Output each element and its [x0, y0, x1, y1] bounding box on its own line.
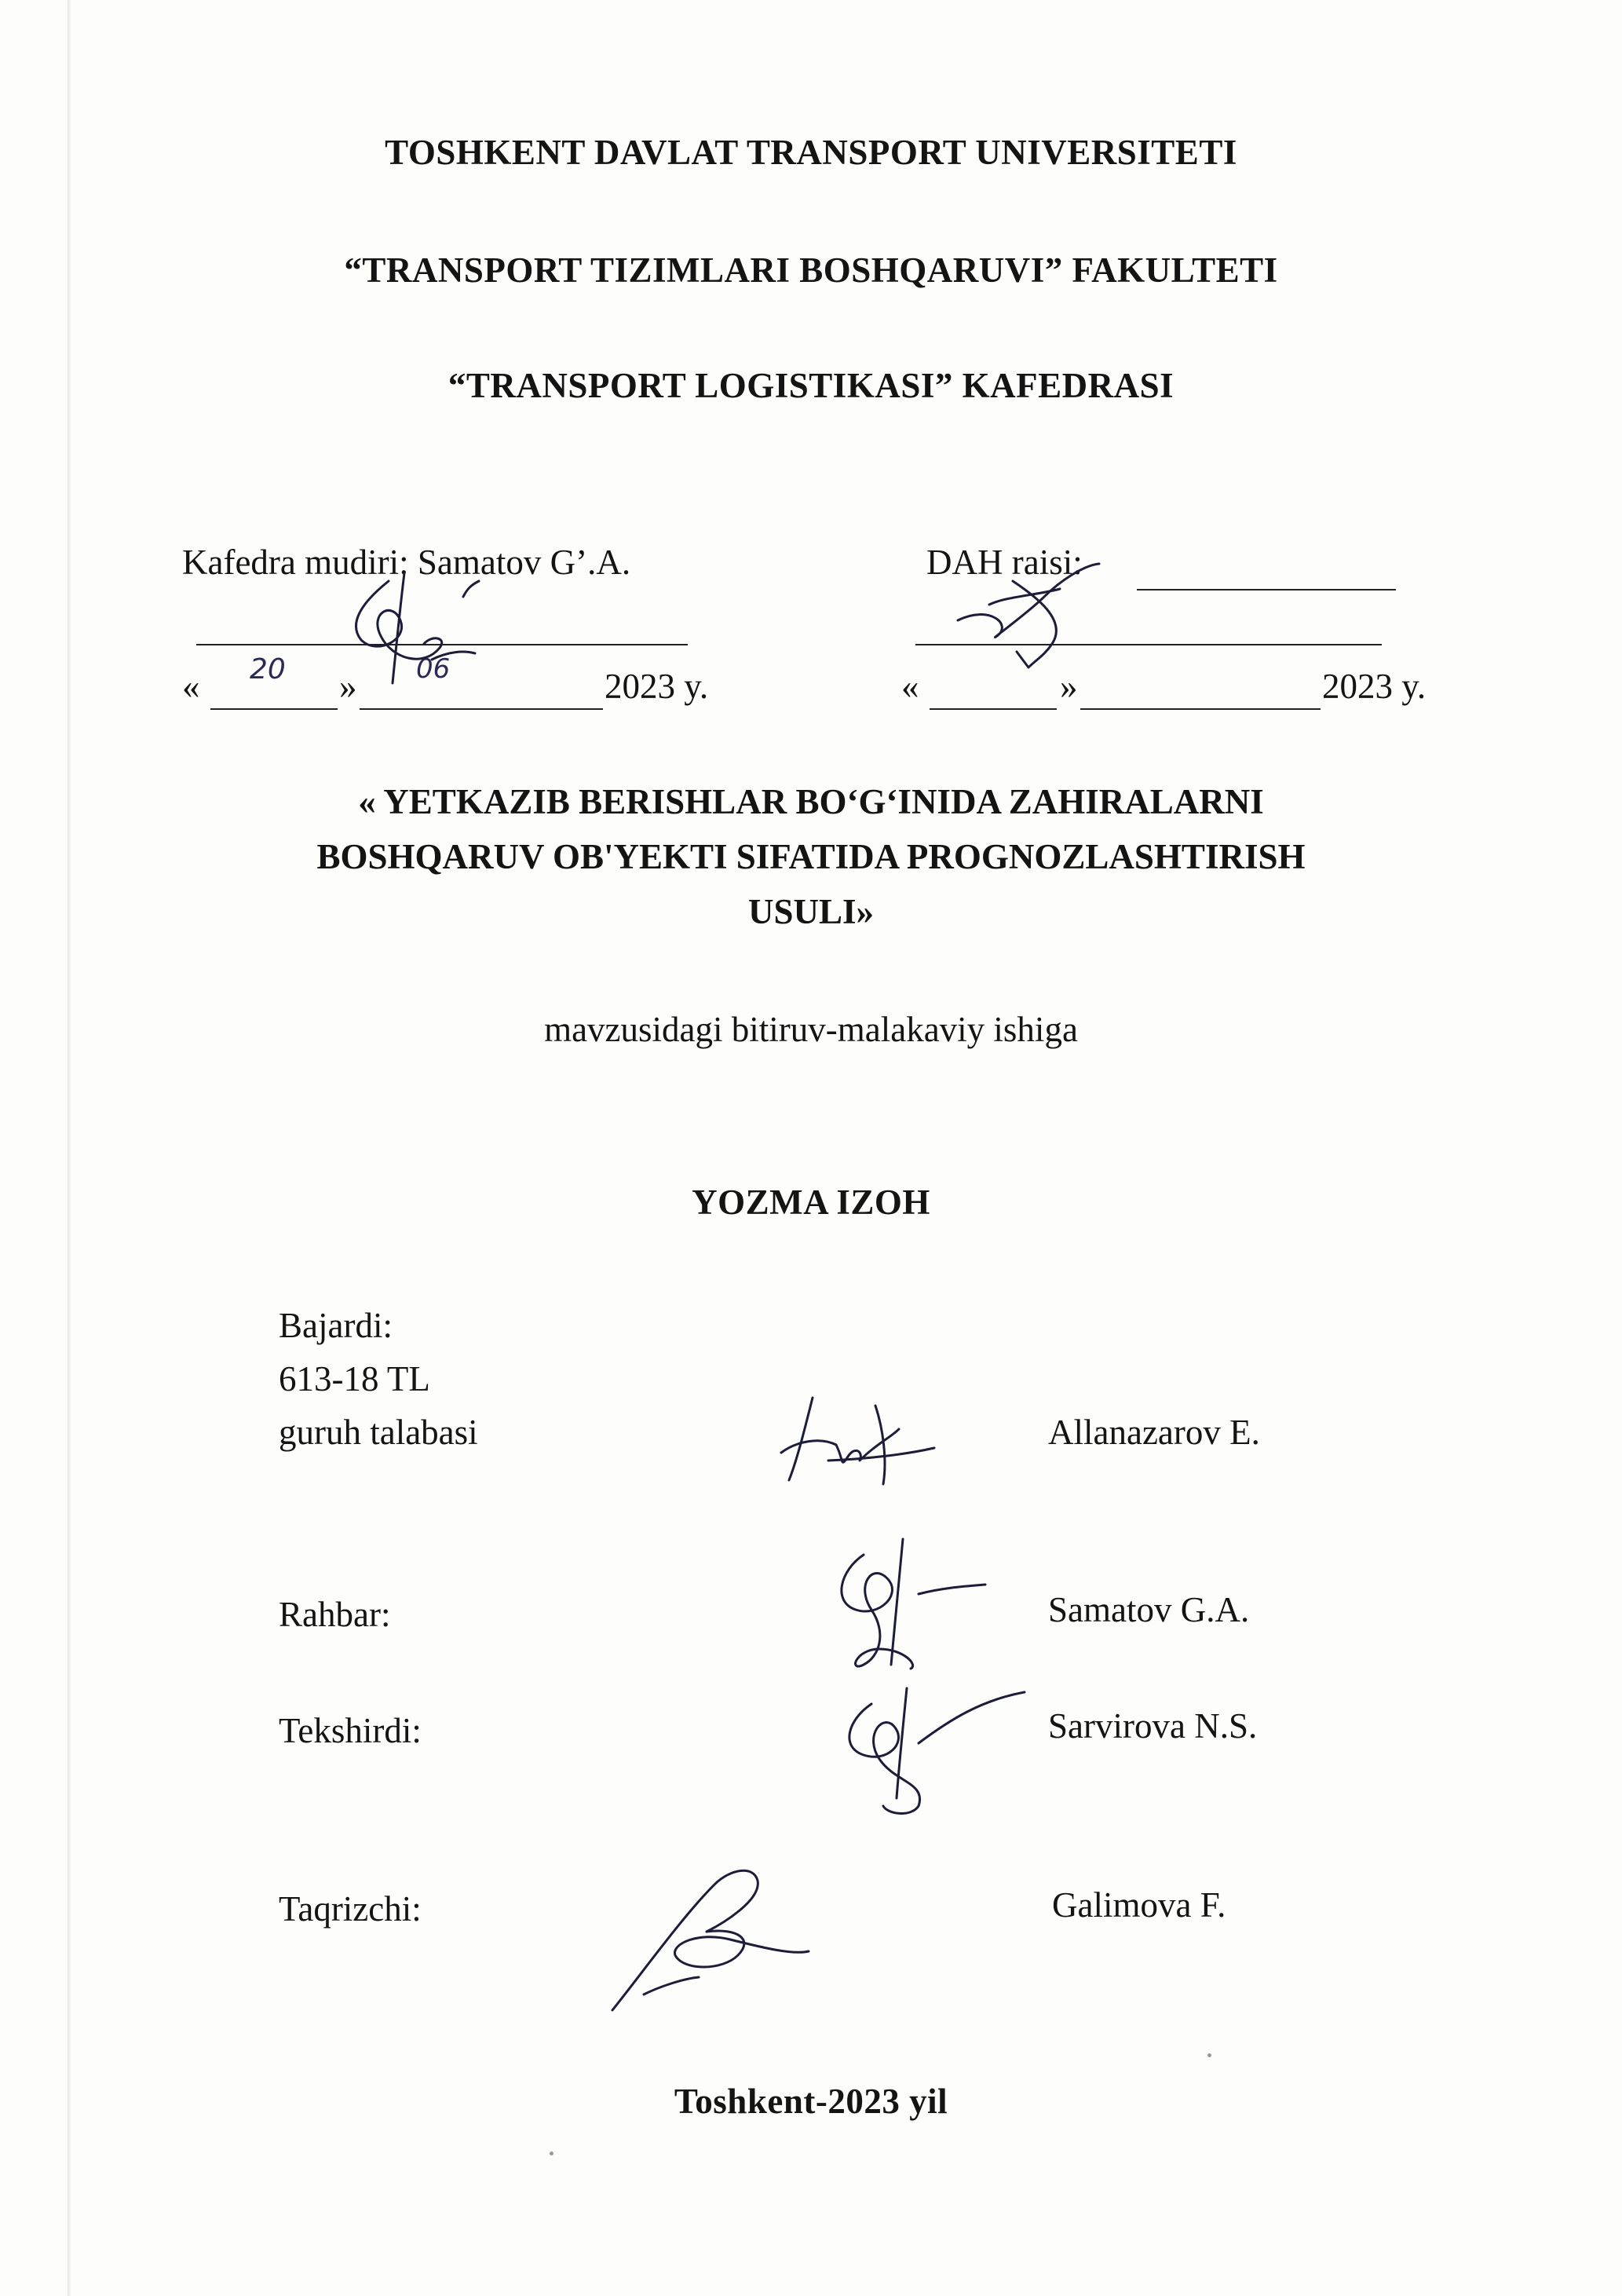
- performer-group: 613-18 TL: [279, 1359, 430, 1398]
- thesis-title-line-1: « YETKAZIB BERISHLAR BO‘G‘INIDA ZAHIRALARNI: [358, 782, 1264, 821]
- head-signature: [314, 565, 502, 691]
- left-handwritten-month: 06: [416, 653, 451, 685]
- thesis-title-line-3: USULI»: [747, 892, 875, 931]
- left-handwritten-day: 20: [250, 653, 286, 686]
- right-quote-open: «: [901, 667, 919, 706]
- dah-signature: [942, 550, 1115, 691]
- right-year: 2023 y.: [1322, 667, 1427, 706]
- performer-signature: [765, 1382, 946, 1492]
- left-quote-close: »: [339, 667, 357, 706]
- performer-name: Allanazarov E.: [1048, 1413, 1260, 1452]
- thesis-subtitle: mavzusidagi bitiruv-malakaviy ishiga: [544, 1010, 1078, 1049]
- faculty-name: “TRANSPORT TIZIMLARI BOSHQARUVI” FAKULTETI: [344, 250, 1278, 290]
- reviewer-signature: [597, 1853, 832, 2026]
- city-and-year: Toshkent-2023 yil: [674, 2082, 948, 2121]
- performer-label: Bajardi:: [279, 1306, 393, 1345]
- performer-status: guruh talabasi: [279, 1413, 478, 1452]
- supervisor-label: Rahbar:: [279, 1595, 391, 1634]
- thesis-title-line-2: BOSHQARUV OB'YEKTI SIFATIDA PROGNOZLASHTIRISH: [316, 837, 1306, 876]
- left-year: 2023 y.: [605, 667, 709, 706]
- right-quote-close: »: [1060, 667, 1078, 706]
- checker-label: Tekshirdi:: [279, 1711, 422, 1750]
- page-edge-shadow: [68, 0, 71, 2296]
- reviewer-name: Galimova F.: [1052, 1885, 1226, 1925]
- head-of-department-label: Kafedra mudiri: Samatov G’.A.: [182, 543, 631, 582]
- university-name: TOSHKENT DAVLAT TRANSPORT UNIVERSITETI: [385, 133, 1237, 172]
- left-quote-open: «: [182, 667, 200, 706]
- dah-chair-label: DAH raisi:: [926, 543, 1083, 582]
- left-day-line: [210, 708, 338, 710]
- document-type: YOZMA IZOH: [692, 1183, 930, 1222]
- supervisor-signature: [816, 1531, 997, 1680]
- scan-speck: [550, 2152, 553, 2155]
- supervisor-name: Samatov G.A.: [1048, 1590, 1250, 1629]
- scan-speck: [1207, 2053, 1211, 2057]
- right-day-line: [930, 708, 1057, 710]
- checker-name: Sarvirova N.S.: [1048, 1706, 1258, 1746]
- right-month-line: [1080, 708, 1321, 710]
- reviewer-label: Taqrizchi:: [279, 1889, 422, 1929]
- department-name: “TRANSPORT LOGISTIKASI” KAFEDRASI: [448, 366, 1174, 405]
- left-month-line: [360, 708, 603, 710]
- dah-name-line: [1137, 589, 1396, 590]
- checker-signature: [824, 1680, 1036, 1822]
